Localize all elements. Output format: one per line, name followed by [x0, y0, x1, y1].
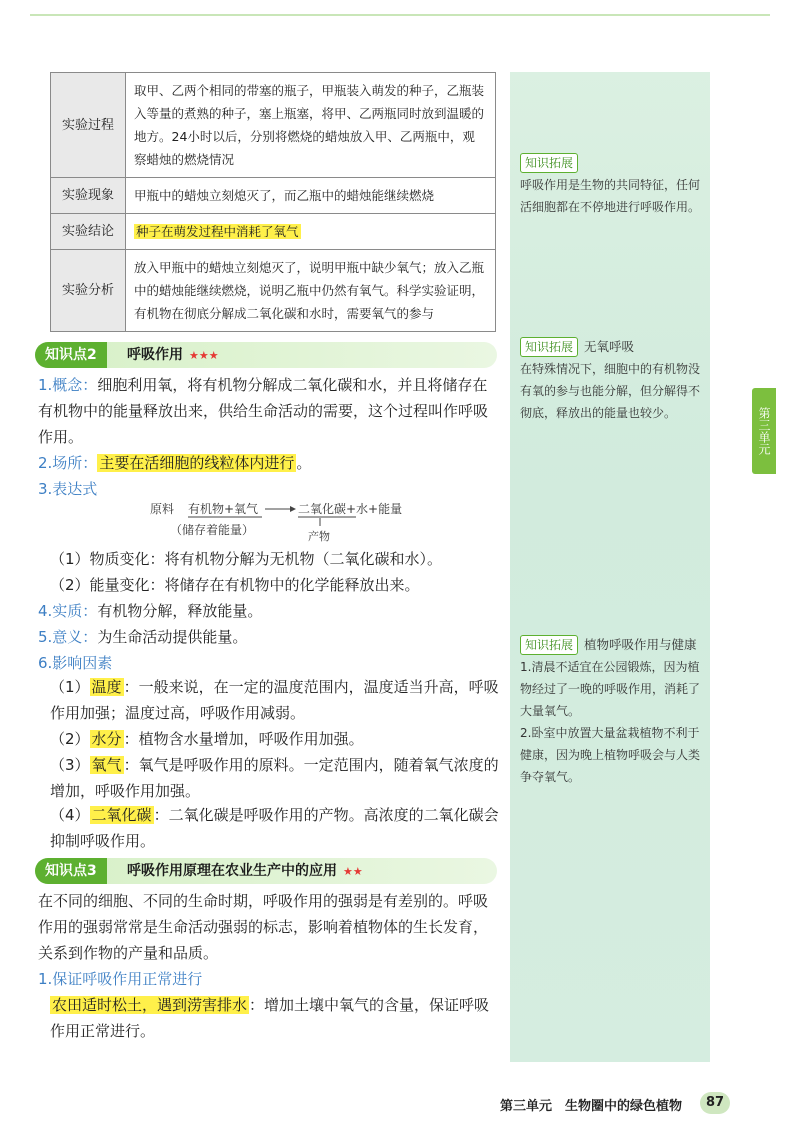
row-label: 实验现象	[51, 178, 126, 214]
site-text: 主要在活细胞的线粒体内进行	[99, 454, 295, 472]
table-row	[51, 178, 496, 214]
formula-raw: 原料	[150, 502, 175, 516]
factor-item: （4） 二氧化碳 ：二氧化碳是呼吸作用的产物。高浓度的二氧化碳会抑制呼吸作用。	[50, 806, 499, 850]
sidebar-box-2: 知识拓展 无氧呼吸 在特殊情况下，细胞中的有机物没有氧的参与也能分解，但分解得不彻底，释放出的能量也较少。	[520, 336, 702, 424]
site-label: 2.场所：	[38, 454, 98, 472]
formula-product-label: 产物	[308, 530, 330, 543]
kp3-tag: 知识点3	[35, 858, 107, 884]
sidebar-box-3: 知识拓展 植物呼吸作用与健康 1.清晨不适宜在公园锻炼，因为植物经过了一晚的呼吸作用，消耗了大量氧气。 2.卧室中放置大量盆栽植物不利于健康，因为晚上植物呼吸会与人类争夺氧气。	[520, 634, 702, 788]
row-text: 取甲、乙两个相同的带塞的瓶子，甲瓶装入萌发的种子，乙瓶装入等量的煮熟的种子，塞上瓶塞，将甲、乙两瓶同时放到温暖的地方。24小时以后，分别将燃烧的蜡烛放入甲、乙两瓶中，观察蜡烛的燃烧情况	[126, 73, 496, 178]
kp2-header	[35, 342, 497, 368]
kp3-title: 呼吸作用原理在农业生产中的应用 ★★	[127, 863, 363, 879]
bulb-icon: 知识拓展	[520, 635, 578, 655]
highlighted-conclusion: 种子在萌发过程中消耗了氧气	[136, 224, 299, 239]
row-label: 实验结论	[51, 214, 126, 250]
kp2-title: 呼吸作用 ★★★	[127, 347, 219, 363]
row-label: 实验分析	[51, 250, 126, 332]
respiration-formula	[140, 498, 440, 544]
sidebar-box-1	[520, 152, 702, 218]
star-icon: ★★	[343, 865, 363, 878]
sidebar-text: 1.清晨不适宜在公园锻炼，因为植物经过了一晚的呼吸作用，消耗了大量氧气。	[520, 660, 701, 718]
formula-stored: （储存着能量）	[170, 523, 255, 537]
kp3-intro: 在不同的细胞、不同的生命时期，呼吸作用的强弱是有差别的。呼吸作用的强弱常常是生命活动强弱的标志，影响着植物体的生长发育，关系到作物的产量和品质。	[38, 892, 489, 962]
concept-paragraph	[38, 372, 498, 450]
factors-label: 6.影响因素	[38, 654, 113, 672]
factor-item: （3） 氧气 ：氧气是呼吸作用的原料。一定范围内，随着氧气浓度的增加，呼吸作用加强。	[50, 756, 499, 800]
concept-label: 1.概念：	[38, 376, 98, 394]
arrow-head-icon	[290, 506, 296, 512]
formula-products: 二氧化碳+水+能量	[298, 502, 403, 516]
table-row	[51, 250, 496, 332]
page-number: 87	[700, 1092, 730, 1114]
table-row	[51, 214, 496, 250]
kp3-sub1-label: 1.保证呼吸作用正常进行	[38, 970, 203, 988]
experiment-table	[50, 72, 496, 332]
kp3-sub1-text: 农田适时松土，遇到涝害排水 ：增加土壤中氧气的含量，保证呼吸作用正常进行。	[50, 996, 490, 1040]
essence-paragraph: 4.实质：有机物分解，释放能量。	[38, 602, 263, 620]
site-paragraph: 2.场所： 主要在活细胞的线粒体内进行 。	[38, 454, 312, 472]
sidebar-text: 在特殊情况下，细胞中的有机物没有氧的参与也能分解，但分解得不彻底，释放出的能量也较少。	[520, 362, 701, 420]
row-text: 甲瓶中的蜡烛立刻熄灭了，而乙瓶中的蜡烛能继续燃烧	[126, 178, 496, 214]
bulb-icon: 知识拓展	[520, 153, 578, 173]
concept-text: 细胞利用氧，将有机物分解成二氧化碳和水，并且将储存在有机物中的能量释放出来，供给生命活动的需要，这个过程叫作呼吸作用。	[38, 376, 489, 446]
row-label: 实验过程	[51, 73, 126, 178]
meaning-paragraph: 5.意义：为生命活动提供能量。	[38, 628, 248, 646]
formula-note: （1）物质变化：将有机物分解为无机物（二氧化碳和水）。	[50, 550, 443, 568]
formula-reactants: 有机物+氧气	[188, 502, 259, 516]
formula-note: （2）能量变化：将储存在有机物中的化学能释放出来。	[50, 576, 420, 594]
kp2-tag: 知识点2	[35, 342, 107, 368]
row-text: 放入甲瓶中的蜡烛立刻熄灭了，说明甲瓶中缺少氧气；放入乙瓶中的蜡烛能继续燃烧，说明乙瓶中仍然有氧气。科学实验证明，有机物在彻底分解成二氧化碳和水时，需要氧气的参与	[126, 250, 496, 332]
factor-item: （2） 水分 ：植物含水量增加，呼吸作用加强。	[50, 730, 364, 748]
bulb-icon: 知识拓展	[520, 337, 578, 357]
star-icon: ★★★	[189, 349, 219, 362]
row-text	[126, 214, 496, 250]
footer-unit: 第三单元 生物圈中的绿色植物	[500, 1099, 683, 1114]
formula-label: 3.表达式	[38, 480, 98, 498]
unit-edge-tab[interactable]: 第三单元	[752, 388, 776, 474]
top-rule	[30, 14, 770, 16]
sidebar-text: 呼吸作用是生物的共同特征，任何活细胞都在不停地进行呼吸作用。	[520, 178, 701, 214]
factor-item: （1） 温度 ：一般来说，在一定的温度范围内，温度适当升高，呼吸作用加强；温度过高，呼吸作用减弱。	[50, 678, 499, 722]
sidebar-text: 2.卧室中放置大量盆栽植物不利于健康，因为晚上植物呼吸会与人类争夺氧气。	[520, 726, 701, 784]
sidebar-panel	[510, 72, 710, 1062]
kp3-header	[35, 858, 497, 884]
table-row	[51, 73, 496, 178]
